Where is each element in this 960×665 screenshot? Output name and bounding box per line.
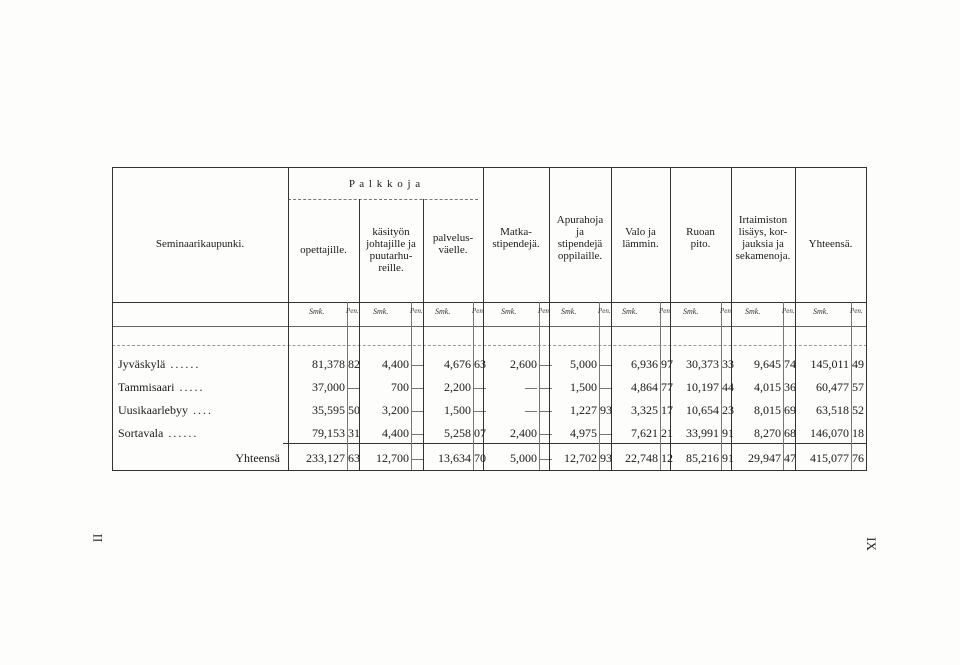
cell-penni: 49 [852,357,864,371]
cell-penni: — [412,403,424,417]
row-label [118,426,198,441]
cell-penni: — [412,426,424,440]
unit-penni: Pen. [472,307,485,315]
row-leader-dots: .... [187,403,213,417]
cell-penni: 33 [722,357,734,371]
cell-markka: 10,654 [686,403,719,417]
cell-penni: 74 [784,357,796,371]
cell-markka: 415,077 [810,451,849,465]
cell-markka: 7,621 [631,426,658,440]
cell-markka: 35,595 [312,403,345,417]
cell-penni: — [412,451,424,465]
unit-markka: Smk. [309,307,325,316]
cell-markka: 79,153 [312,426,345,440]
col-opettajille: opettajille. [300,244,347,256]
cell-markka: 4,676 [444,357,471,371]
cell-markka: 13,634 [438,451,471,465]
margin-mark-left: II [90,533,106,543]
cell-penni: 93 [600,451,612,465]
cell-markka: 37,000 [312,380,345,394]
cell-markka: 6,936 [631,357,658,371]
cell-markka: 3,200 [382,403,409,417]
cell-markka: 85,216 [686,451,719,465]
unit-markka: Smk. [561,307,577,316]
unit-penni: Pen. [598,307,611,315]
cell-markka: 29,947 [748,451,781,465]
cell-penni: — [412,357,424,371]
cell-markka: — [525,403,537,417]
cell-markka: 1,227 [570,403,597,417]
unit-penni: Pen. [659,307,672,315]
cell-penni: 17 [661,403,673,417]
row-label [118,380,204,395]
cell-penni: 63 [348,451,360,465]
cell-markka: 4,400 [382,426,409,440]
cell-markka: 233,127 [306,451,345,465]
cell-markka: 4,975 [570,426,597,440]
cell-penni: 82 [348,357,360,371]
cell-markka: 2,200 [444,380,471,394]
cell-markka: 2,600 [510,357,537,371]
cell-markka: 5,258 [444,426,471,440]
cell-penni: — [600,426,612,440]
cell-penni: 68 [784,426,796,440]
row-label [118,403,213,418]
cell-penni: 52 [852,403,864,417]
cell-penni: 23 [722,403,734,417]
col-apuraha: Apurahoja ja stipendejä oppilaille. [556,214,604,262]
cell-markka: 2,400 [510,426,537,440]
cell-penni: 93 [600,403,612,417]
unit-markka: Smk. [435,307,451,316]
cell-penni: 76 [852,451,864,465]
cell-markka: 3,325 [631,403,658,417]
cell-penni: — [540,380,552,394]
cell-markka: 4,400 [382,357,409,371]
cell-penni: — [600,357,612,371]
cell-penni: 07 [474,426,486,440]
cell-penni: 44 [722,380,734,394]
cell-penni: 91 [722,426,734,440]
cell-penni: 21 [661,426,673,440]
cell-markka: 4,864 [631,380,658,394]
cell-markka: 5,000 [510,451,537,465]
unit-markka: Smk. [813,307,829,316]
cell-markka: 12,702 [564,451,597,465]
unit-markka: Smk. [501,307,517,316]
unit-penni: Pen. [850,307,863,315]
cell-penni: 91 [722,451,734,465]
row-name: Sortavala [118,426,164,440]
unit-penni: Pen. [538,307,551,315]
unit-penni: Pen. [782,307,795,315]
group-title: P a l k k o j a [348,178,422,190]
cell-markka: 1,500 [444,403,471,417]
margin-mark-right: IX [863,537,879,551]
cell-penni: 31 [348,426,360,440]
row-name: Uusikaarlebyy [118,403,188,417]
col-irtaimisto: Irtaimiston lisäys, kor- jauksia ja sekamenoja. [735,214,791,262]
cell-markka: 22,748 [625,451,658,465]
cell-markka: 145,011 [810,357,849,371]
cell-penni: — [348,380,360,394]
city-header: Seminaarikaupunki. [155,238,245,250]
row-name: Jyväskylä [118,357,166,371]
cell-penni: — [474,380,486,394]
row-leader-dots: ...... [163,426,199,440]
cell-markka: 700 [391,380,409,394]
row-label [118,357,200,372]
cell-markka: 5,000 [570,357,597,371]
cell-markka: 33,991 [686,426,719,440]
cell-penni: 36 [784,380,796,394]
cell-markka: — [525,380,537,394]
cell-markka: 8,270 [754,426,781,440]
cell-penni: — [540,403,552,417]
row-name: Tammisaari [118,380,175,394]
cell-penni: 77 [661,380,673,394]
cell-markka: 63,518 [816,403,849,417]
unit-markka: Smk. [373,307,389,316]
cell-penni: 12 [661,451,673,465]
cell-penni: 57 [852,380,864,394]
unit-markka: Smk. [745,307,761,316]
cell-markka: 1,500 [570,380,597,394]
col-valo: Valo ja lämmin. [622,226,659,250]
unit-penni: Pen. [720,307,733,315]
cell-penni: — [540,357,552,371]
col-ruoan: Ruoan pito. [686,226,715,250]
unit-markka: Smk. [683,307,699,316]
col-yhteensa: Yhteensä. [808,238,853,250]
cell-markka: 60,477 [816,380,849,394]
row-leader-dots: ...... [165,357,201,371]
cell-markka: 10,197 [686,380,719,394]
cell-penni: — [540,451,552,465]
cell-markka: 30,373 [686,357,719,371]
cell-penni: 47 [784,451,796,465]
unit-markka: Smk. [622,307,638,316]
cell-penni: 63 [474,357,486,371]
cell-penni: 97 [661,357,673,371]
col-palvelus: palvelus- väelle. [432,232,474,256]
cell-penni: 18 [852,426,864,440]
unit-penni: Pen. [410,307,423,315]
col-matka: Matka- stipendejä. [492,226,540,250]
row-leader-dots: ..... [174,380,205,394]
cell-markka: 146,070 [810,426,849,440]
cell-penni: — [474,403,486,417]
cell-markka: 81,378 [312,357,345,371]
cell-markka: 8,015 [754,403,781,417]
cell-penni: — [600,380,612,394]
cell-penni: 69 [784,403,796,417]
total-label: Yhteensä [235,451,280,465]
cell-penni: — [540,426,552,440]
col-kasityon: käsityön johtajille ja puutarhu- reille. [366,226,416,274]
cell-penni: — [412,380,424,394]
cell-markka: 9,645 [754,357,781,371]
cell-markka: 4,015 [754,380,781,394]
cell-penni: 70 [474,451,486,465]
cell-penni: 50 [348,403,360,417]
cell-markka: 12,700 [376,451,409,465]
unit-penni: Pen. [346,307,359,315]
